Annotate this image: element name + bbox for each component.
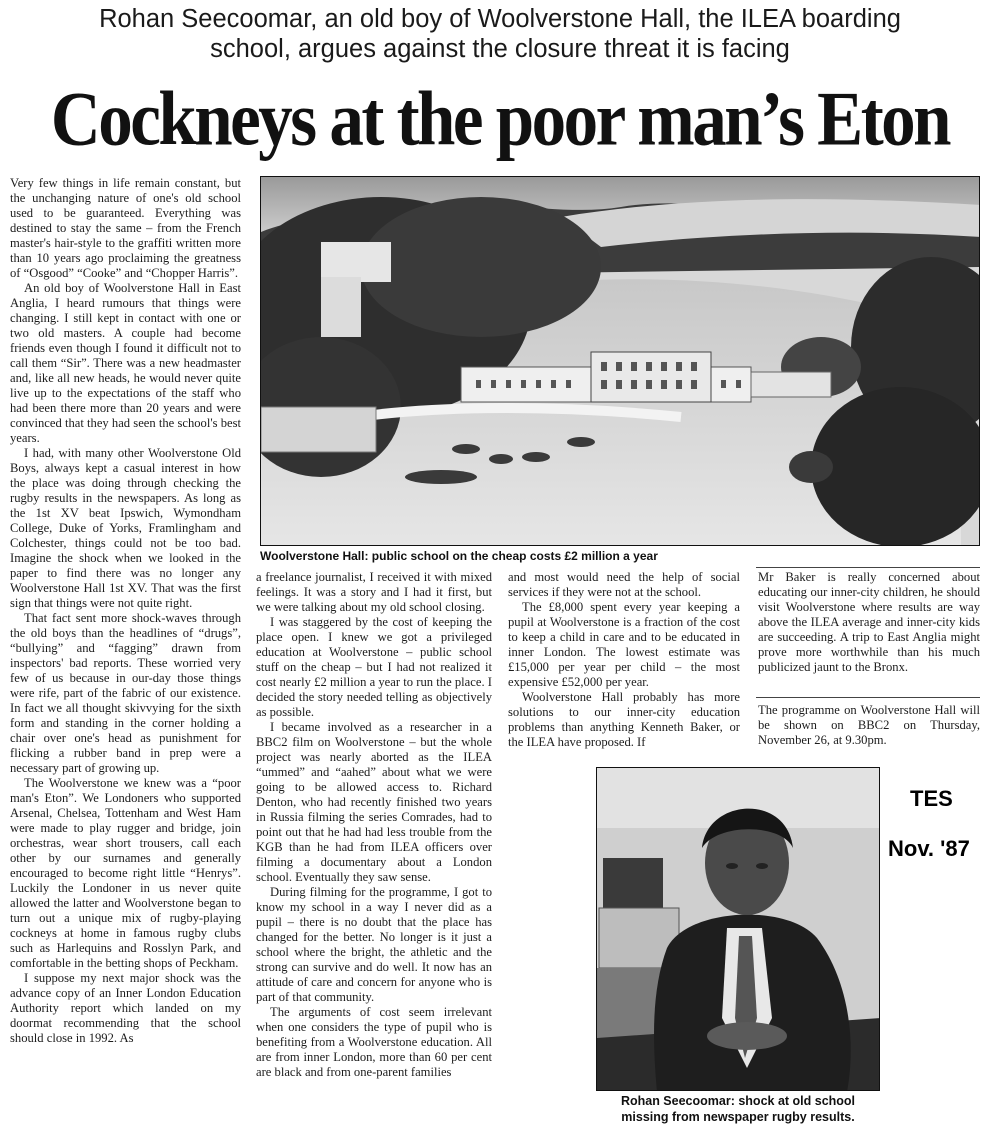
col3-paragraph: and most would need the help of social services if they were not at the school.: [508, 570, 740, 599]
article-column-1: [10, 176, 241, 1046]
portrait-photo-rohan-seecoomar: [596, 767, 880, 1091]
col2-paragraph: a freelance journalist, I received it with mixed feelings. It was a story and I had it first, but we were talking about my old school closing.: [256, 570, 492, 614]
col1-paragraph: That fact sent more shock-waves through the old boys than the headlines of “drugs”, “bullying” and “fagging” drawn from inspectors' bad reports. These worried very few of us because in our-day those things were rife, part of the fabric of our existence. In fact we all thought skivvying for the sixth form and standing in the corner holding a chair over one's head as punishment for flicking a rubber band in prep were a necessary part of growing up.: [10, 611, 241, 775]
programme-note: [758, 703, 980, 748]
portrait-caption: [593, 1093, 883, 1125]
col4-paragraph: Mr Baker is really concerned about educating our inner-city children, he should visit Woolverstone where results are way above the ILEA average and inner-city kids are succeeding. A trip to East Anglia might prove more worthwhile than his much publicized jaunt to the Bronx.: [758, 570, 980, 674]
col2-paragraph: During filming for the programme, I got to know my school in a way I never did as a pupil – there is no doubt that the place has changed for the better. No longer is it just a school where the bright, the athletic and the strong can survive and do well. It now has an attitude of care and concern for anyone who is part of that community.: [256, 885, 492, 1004]
standfirst-line-2: school, argues against the closure threat it is facing: [210, 35, 790, 63]
col1-paragraph: An old boy of Woolverstone Hall in East Anglia, I heard rumours that things were changing. I still kept in contact with one or two old masters. A couple had become friends even though I found it difficult not to call them “Sir”. There was a new headmaster and, like all new heads, he would never quite live up to the expectations of the staff who had been there more than 20 years and were convinced that they had seen the school's best years.: [10, 281, 241, 445]
col3-paragraph: The £8,000 spent every year keeping a pupil at Woolverstone is a fraction of the cost to keep a child in care and to be educated in inner London. The lowest estimate was £15,000 per year per child – the most expensive £52,000 per year.: [508, 600, 740, 689]
portrait-caption-line-2: missing from newspaper rugby results.: [621, 1110, 855, 1124]
col1-paragraph: I had, with many other Woolverstone Old Boys, always kept a casual interest in how the place was doing through checking the rugby results in the newspapers. As long as the 1st XV beat Ipswich, Wymondham College, Duke of Yorks, Framlingham and Colchester, things could not be too bad. Imagine the shock when we looked in the paper to find there was no longer any Woolverstone Hall 1st XV. That was the first sign that things were not quite right.: [10, 446, 241, 610]
col1-paragraph: Very few things in life remain constant, but the unchanging nature of one's old school used to be guaranteed. Everything was destined to stay the same – from the French master's hair-style to the graffiti written more than 10 years ago proclaiming the greatness of “Osgood” “Cooke” and “Chopper Harris”.: [10, 176, 241, 280]
photo-caption: Woolverstone Hall: public school on the cheap costs £2 million a year: [260, 549, 658, 563]
col2-paragraph: I became involved as a researcher in a BBC2 film on Woolverstone – but the whole project was nearly aborted as the ILEA “ummed” and “aahed” about what we were going to be allowed access to. Richard Denton, who had recently finished two years in Russia filming the series Comrades, had to point out that he had had less trouble from the KGB than he had from ILEA officers over filming a documentary about a London school. Eventually they saw sense.: [256, 720, 492, 884]
article-column-3: [508, 570, 740, 750]
standfirst-line-1: Rohan Seecoomar, an old boy of Woolverstone Hall, the ILEA boarding: [99, 5, 901, 33]
aerial-photo-woolverstone-hall: [260, 176, 980, 546]
col3-paragraph: Woolverstone Hall probably has more solutions to our inner-city education problems than anything Kenneth Baker, or the ILEA have proposed. If: [508, 690, 740, 749]
article-column-2: [256, 570, 492, 1080]
col2-paragraph: I was staggered by the cost of keeping the place open. I knew we got a privileged education at Woolverstone – public school stuff on the cheap – but I had not realized it cost nearly £2 million a year to run the place. I decided the story needed telling as objectively as possible.: [256, 615, 492, 719]
article-column-4: [758, 570, 980, 675]
headline: Cockneys at the poor man’s Eton: [50, 76, 950, 162]
col2-paragraph: The arguments of cost seem irrelevant when one considers the type of pupil who is benefiting from a Woolverstone education. All are from inner London, more than 60 per cent are black and from one-parent families: [256, 1005, 492, 1079]
portrait-caption-line-1: Rohan Seecoomar: shock at old school: [620, 1094, 856, 1108]
standfirst: [0, 4, 1000, 64]
col1-paragraph: The Woolverstone we knew was a “poor man's Eton”. We Londoners who supported Arsenal, Chelsea, Tottenham and West Ham were made to play rugger and bridge, join orchestras, wear short trousers, call each other by our surnames and generally encouraged to become right little “Henrys”. Luckily the Londoner in us never quite allowed the latter and Woolverstone began to turn out a unique mix of rugby-playing cockneys at home in famous rugby clubs such as Harlequins and Rosslyn Park, and comfortable in the betting shops of Peckham.: [10, 776, 241, 970]
source-label: TES: [910, 786, 953, 811]
date-label: Nov. '87: [888, 836, 970, 861]
column-rule: [756, 567, 980, 568]
programme-note-text: The programme on Woolverstone Hall will be shown on BBC2 on Thursday, November 26, at 9.30pm.: [758, 703, 980, 747]
col1-paragraph: I suppose my next major shock was the advance copy of an Inner London Education Authority report which landed on my doormat recommending that the school should close in 1992. As: [10, 971, 241, 1045]
column-rule: [756, 697, 980, 698]
